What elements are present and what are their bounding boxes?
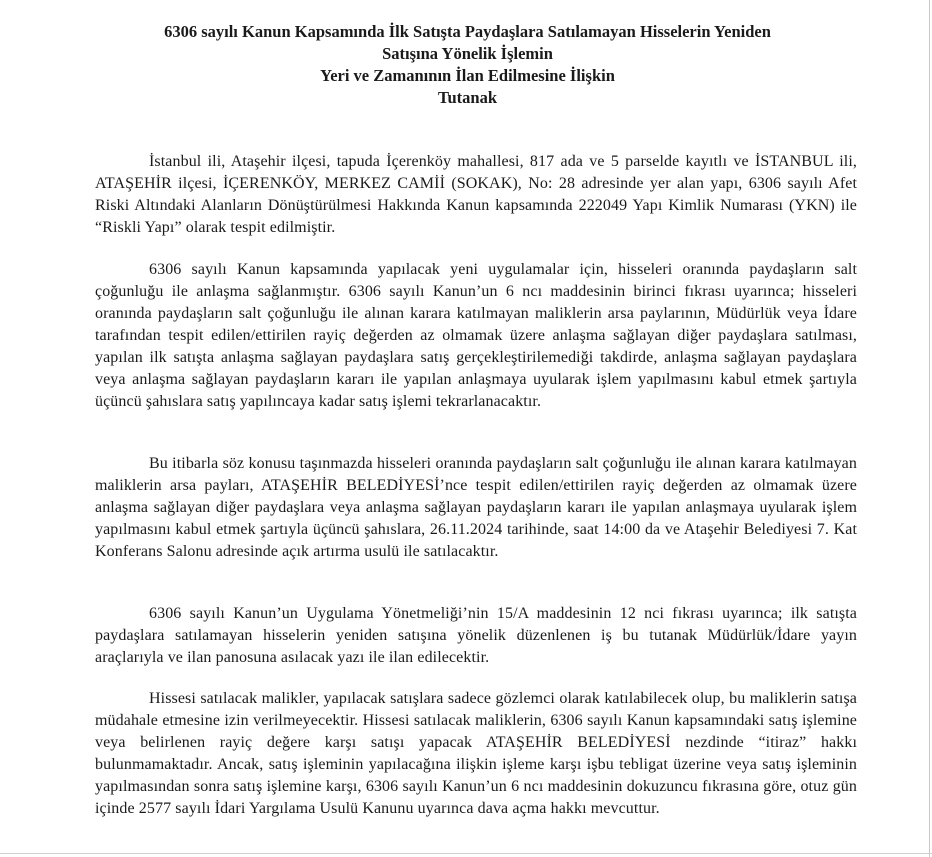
paragraph-objection-rights: Hissesi satılacak malikler, yapılacak satışlara sadece gözlemci olarak katılabilecek olup, bu maliklerin satışa müdahale etmesine izin verilmeyecektir. Hissesi satılacak maliklerin, 6306 sayılı Kanun kapsamındaki satış işlemine veya belirlenen rayiç değere karşı satışı yapacak ATAŞEHİR BELEDİYESİ nezdinde “itiraz” hakkı bulunmamaktadır. Ancak, satış işleminin yapılacağına ilişkin işleme karşı işbu tebligat üzerine veya satış işleminin yapılmasından sonra satış işlemine karşı, 6306 sayılı Kanun’un 6 ncı maddesinin dokuzuncu fıkrasına göre, otuz gün içinde 2577 sayılı İdari Yargılama Usulü Kanunu uyarınca dava açma hakkı mevcuttur.	[95, 690, 857, 817]
paragraph-auction-details: Bu itibarla söz konusu taşınmazda hisseleri oranında paydaşların salt çoğunluğu ile alınan karara katılmayan maliklerin arsa payları, ATAŞEHİR BELEDİYESİ’nce tespit edilen/ettirilen rayiç değerden az olmamak üzere anlaşma sağlayan diğer paydaşlara veya anlaşma sağlayan paydaşların kararı ile yapılan anlaşmaya uyularak işlem yapılmasını kabul etmek şartıyla üçüncü şahıslara, 26.11.2024 tarihinde, saat 14:00 da ve Ataşehir Belediyesi 7. Kat Konferans Salonu adresinde açık artırma usulü ile satılacaktır.	[95, 455, 857, 560]
page-border-bottom	[0, 853, 932, 854]
title-line-1: 6306 sayılı Kanun Kapsamında İlk Satışta Paydaşlara Satılamayan Hisselerin Yeniden	[164, 22, 771, 41]
title-line-4: Tutanak	[437, 88, 497, 107]
document-title	[40, 21, 895, 109]
paragraph-property-description: İstanbul ili, Ataşehir ilçesi, tapuda İçerenköy mahallesi, 817 ada ve 5 parselde kayıtlı ve İSTANBUL ili, ATAŞEHİR ilçesi, İÇERENKÖY, MERKEZ CAMİİ (SOKAK), No: 28 adresinde yer alan yapı, 6306 sayılı Afet Riski Altındaki Alanların Dönüştürülmesi Hakkında Kanun kapsamında 222049 Yapı Kimlik Numarası (YKN) ile “Riskli Yapı” olarak tespit edilmiştir.	[95, 153, 857, 236]
title-line-3: Yeri ve Zamanının İlan Edilmesine İlişkin	[320, 66, 615, 85]
paragraph-agreement-terms: 6306 sayılı Kanun kapsamında yapılacak yeni uygulamalar için, hisseleri oranında paydaşların salt çoğunluğu ile anlaşma sağlanmıştır. 6306 sayılı Kanun’un 6 ncı maddesinin birinci fıkrası uyarınca; hisseleri oranında paydaşların salt çoğunluğu ile alınan karara katılmayan maliklerin arsa paylarının, Müdürlük veya İdare tarafından tespit edilen/ettirilen rayiç değerden az olmamak üzere anlaşma sağlayan diğer paydaşlara satılması, yapılan ilk satışta anlaşma sağlayan paydaşlara satış gerçekleştirilemediği takdirde, anlaşma sağlayan paydaşlara veya anlaşma sağlayan paydaşların kararı ile yapılan anlaşmaya uyularak işlem yapılmasını kabul etmek şartıyla üçüncü şahıslara satış yapılıncaya kadar satış işlemi tekrarlanacaktır.	[95, 261, 857, 410]
page-border-right	[929, 0, 930, 857]
paragraph-announcement: 6306 sayılı Kanun’un Uygulama Yönetmeliği’nin 15/A maddesinin 12 nci fıkrası uyarınca; ilk satışta paydaşlara satılamayan hisselerin yeniden satışına yönelik düzenlenen iş bu tutanak Müdürlük/İdare yayın araçlarıyla ve ilan panosuna asılacak yazı ile ilan edilecektir.	[95, 605, 857, 666]
title-line-2: Satışına Yönelik İşlemin	[382, 44, 553, 63]
